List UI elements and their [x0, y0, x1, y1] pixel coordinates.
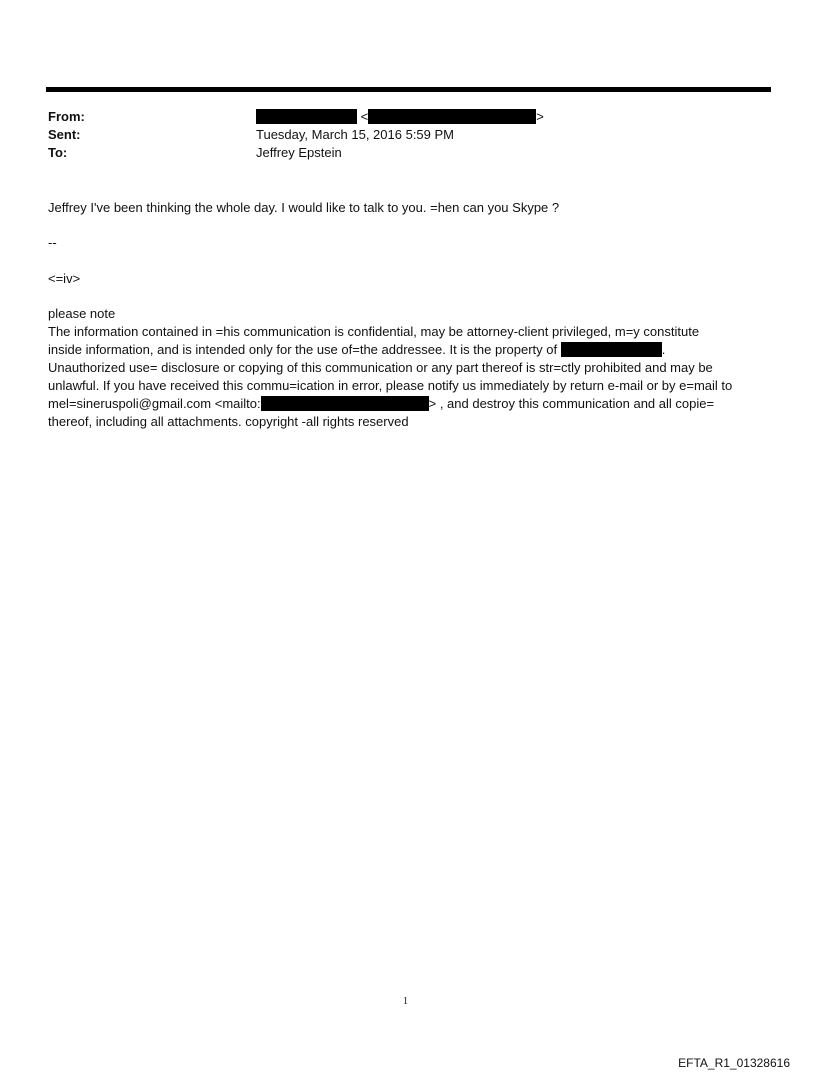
from-value [256, 108, 544, 125]
disclaimer-line-3 [48, 359, 778, 377]
disclaimer-line-6 [48, 413, 778, 431]
redacted-property-owner [561, 342, 662, 357]
disclaimer-line-1 [48, 323, 778, 341]
disclaimer-line-4 [48, 377, 778, 395]
to-label: To: [48, 145, 68, 160]
sent-value: Tuesday, March 15, 2016 5:59 PM [256, 127, 454, 142]
div-tag-text: <=iv> [48, 271, 81, 286]
message-text: Jeffrey I've been thinking the whole day. I would like to talk to you. =hen can you Skype ? [48, 200, 560, 215]
header-divider [46, 87, 771, 92]
redacted-sender-email [368, 109, 536, 124]
from-label: From: [48, 109, 85, 124]
disclaimer-line-5-text: mel=sineruspoli@gmail.com <mailto: [48, 396, 261, 411]
note-heading: please note [48, 306, 116, 321]
sent-label: Sent: [48, 127, 81, 142]
disclaimer-line-6-text: thereof, including all attachments. copyright -all rights reserved [48, 414, 409, 429]
page-number: 1 [403, 996, 408, 1007]
disclaimer-line-2-text: inside information, and is intended only for the use of=the addressee. It is the property of [48, 342, 558, 357]
disclaimer-line-5 [48, 395, 778, 413]
separator-text: -- [48, 235, 57, 250]
disclaimer-line-5-end: > , and destroy this communication and all copie= [428, 396, 715, 411]
disclaimer-line-2-end: . [661, 342, 666, 357]
document-id: EFTA_R1_01328616 [678, 1056, 790, 1070]
to-value: Jeffrey Epstein [256, 145, 342, 160]
disclaimer-line-3-text: Unauthorized use= disclosure or copying of this communication or any part thereof is str=ctly prohibited and may be [48, 360, 713, 375]
disclaimer-line-1-text: The information contained in =his communication is confidential, may be attorney-client privileged, m=y constitute [48, 324, 700, 339]
disclaimer-line-4-text: unlawful. If you have received this commu=ication in error, please notify us immediately by return e-mail or by e=mail to [48, 378, 733, 393]
redacted-sender-name [256, 109, 357, 124]
redacted-mailto-address [261, 396, 429, 411]
from-open-bracket: < [360, 109, 369, 124]
from-close-bracket: > [536, 109, 544, 124]
disclaimer-line-2 [48, 341, 778, 359]
